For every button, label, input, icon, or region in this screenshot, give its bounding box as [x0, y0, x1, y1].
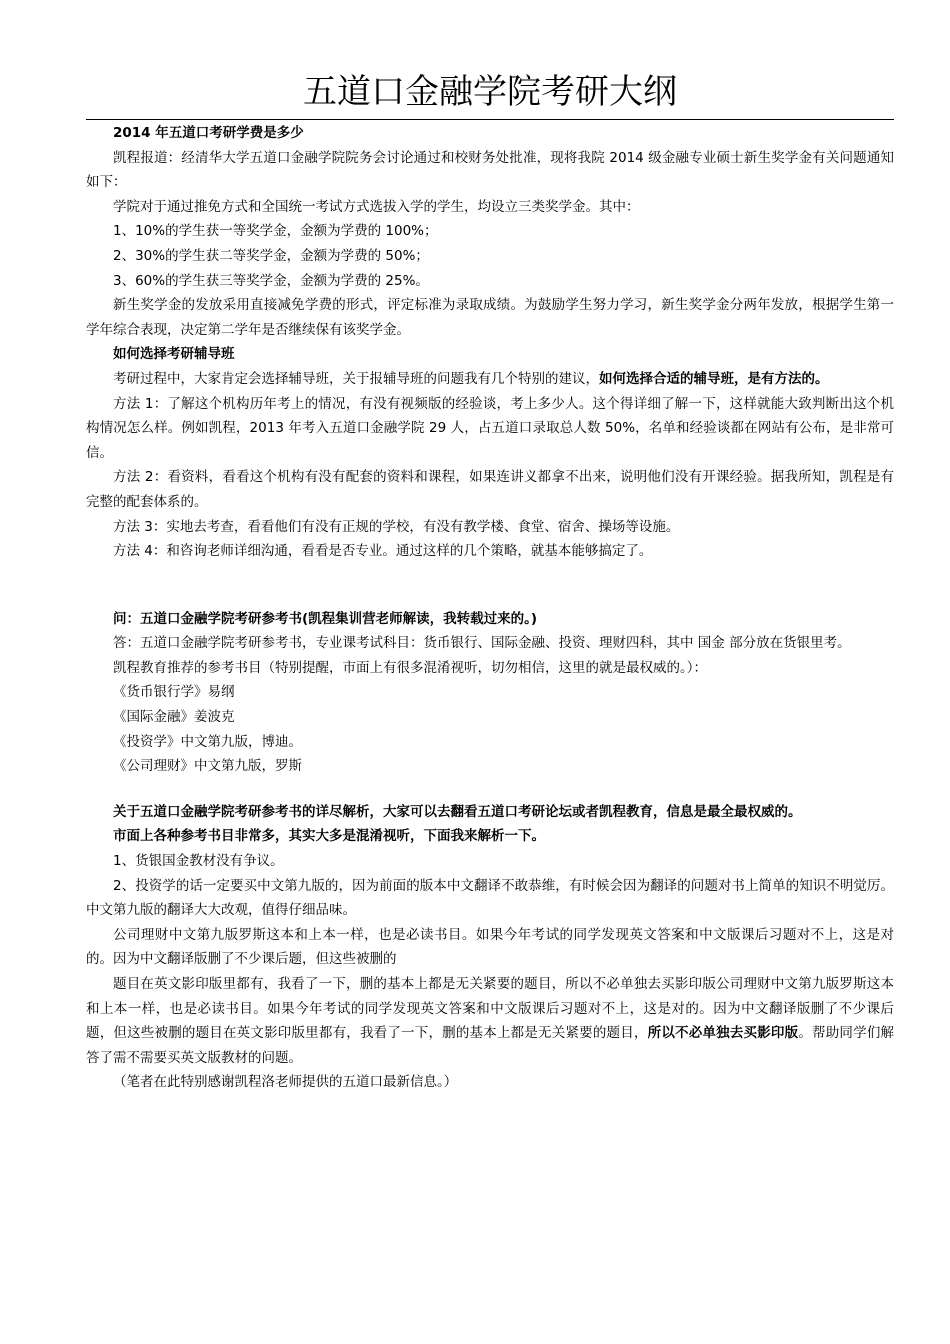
paragraph: 学院对于通过推免方式和全国统一考试方式选拔入学的学生，均设立三类奖学金。其中： [113, 198, 640, 215]
method-4: 方法 4：和咨询老师详细沟通，看看是否专业。通过这样的几个策略，就基本能够搞定了。 [113, 543, 653, 560]
paragraph [86, 972, 894, 1070]
method-1: 方法 1：了解这个机构历年考上的情况，有没有视频版的经验谈，考上多少人。这个得详细了解一下，这样就能大致判断出这个机构情况怎么样。例如凯程，2013 年考入五道口金融学院 29 人，占五道口录取总人数 50%，名单和经验谈都在网站有公布，是非常可信。 [86, 395, 894, 461]
paragraph: 新生奖学金的发放采用直接减免学费的形式，评定标准为录取成绩。为鼓励学生努力学习，新生奖学金分两年发放，根据学生第一学年综合表现，决定第二学年是否继续保有该奖学金。 [86, 297, 894, 338]
list-item: 3、60%的学生获三等奖学金，金额为学费的 25%。 [113, 272, 429, 289]
title-divider [86, 119, 894, 120]
document-body [86, 121, 894, 1095]
method-3: 方法 3：实地去考查，看看他们有没有正规的学校，有没有教学楼、食堂、宿舍、操场等设施。 [113, 518, 680, 535]
bold-text-run: 所以不必单独去买影印版 [647, 1025, 799, 1042]
bold-text-run: 如何选择合适的辅导班，是有方法的。 [599, 370, 829, 387]
book-item: 《公司理财》中文第九版，罗斯 [113, 758, 302, 775]
paragraph [86, 367, 894, 392]
text-run: 考研过程中，大家肯定会选择辅导班，关于报辅导班的问题我有几个特别的建议， [113, 370, 599, 387]
text-run: 。帮助同学们解答了需不需要买英文版教材的问题。 [86, 1025, 895, 1066]
book-item: 《国际金融》姜波克 [113, 709, 235, 726]
list-item: 1、货银国金教材没有争议。 [113, 853, 284, 870]
list-item: 2、投资学的话一定要买中文第九版的，因为前面的版本中文翻译不敢恭维，有时候会因为翻译的问题对书上简单的知识不明觉厉。中文第九版的翻译大大改观，值得仔细品味。 [86, 877, 894, 919]
book-item: 《货币银行学》易纲 [113, 684, 235, 701]
document-title: 五道口金融学院考研大纲 [303, 72, 677, 112]
thanks-note: （笔者在此特别感谢凯程洛老师提供的五道口最新信息。） [113, 1074, 458, 1091]
paragraph: 凯程报道：经清华大学五道口金融学院院务会讨论通过和校财务处批准，现将我院 2014 级金融专业硕士新生奖学金有关问题通知如下： [86, 149, 894, 191]
section-heading-tutoring: 如何选择考研辅导班 [113, 346, 235, 363]
spacer [86, 564, 894, 607]
book-item: 《投资学》中文第九版，博迪。 [113, 733, 302, 750]
spacer [86, 779, 894, 800]
question-heading: 问：五道口金融学院考研参考书(凯程集训营老师解读，我转载过来的。) [113, 610, 538, 627]
bold-paragraph: 关于五道口金融学院考研参考书的详尽解析，大家可以去翻看五道口考研论坛或者凯程教育，信息是最全最权威的。 [113, 803, 802, 820]
bold-paragraph: 市面上各种参考书目非常多，其实大多是混淆视听，下面我来解析一下。 [113, 828, 545, 845]
method-2: 方法 2：看资料，看看这个机构有没有配套的资料和课程，如果连讲义都拿不出来，说明他们没有开课经验。据我所知，凯程是有完整的配套体系的。 [86, 469, 894, 510]
paragraph: 公司理财中文第九版罗斯这本和上本一样，也是必读书目。如果今年考试的同学发现英文答案和中文版课后习题对不上，这是对的。因为中文翻译版删了不少课后题，但这些被删的 [86, 926, 894, 968]
list-item: 1、10%的学生获一等奖学金，金额为学费的 100%； [113, 223, 438, 240]
list-item: 2、30%的学生获二等奖学金，金额为学费的 50%； [113, 247, 429, 264]
section-heading-tuition: 2014 年五道口考研学费是多少 [113, 125, 304, 141]
text-run: 题目在英文影印版里都有，我看了一下，删的基本上都是无关紧要的题目，所以不必单独去买影印版公司理财中文第九版罗斯这本和上本一样，也是必读书目。如果今年考试的同学发现英文答案和中文版课后习题对不上，这是对的。因为中文翻译版删了不少课后题，但这些被删的题目在英文影印版里都有，我看了一下，删的基本上都是无关紧要的题目， [86, 976, 894, 1042]
answer-paragraph: 答：五道口金融学院考研参考书，专业课考试科目：货币银行、国际金融、投资、理财四科，其中 国金 部分放在货银里考。 [113, 635, 851, 652]
paragraph: 凯程教育推荐的参考书目（特别提醒，市面上有很多混淆视听，切勿相信，这里的就是最权威的。）： [113, 659, 707, 676]
